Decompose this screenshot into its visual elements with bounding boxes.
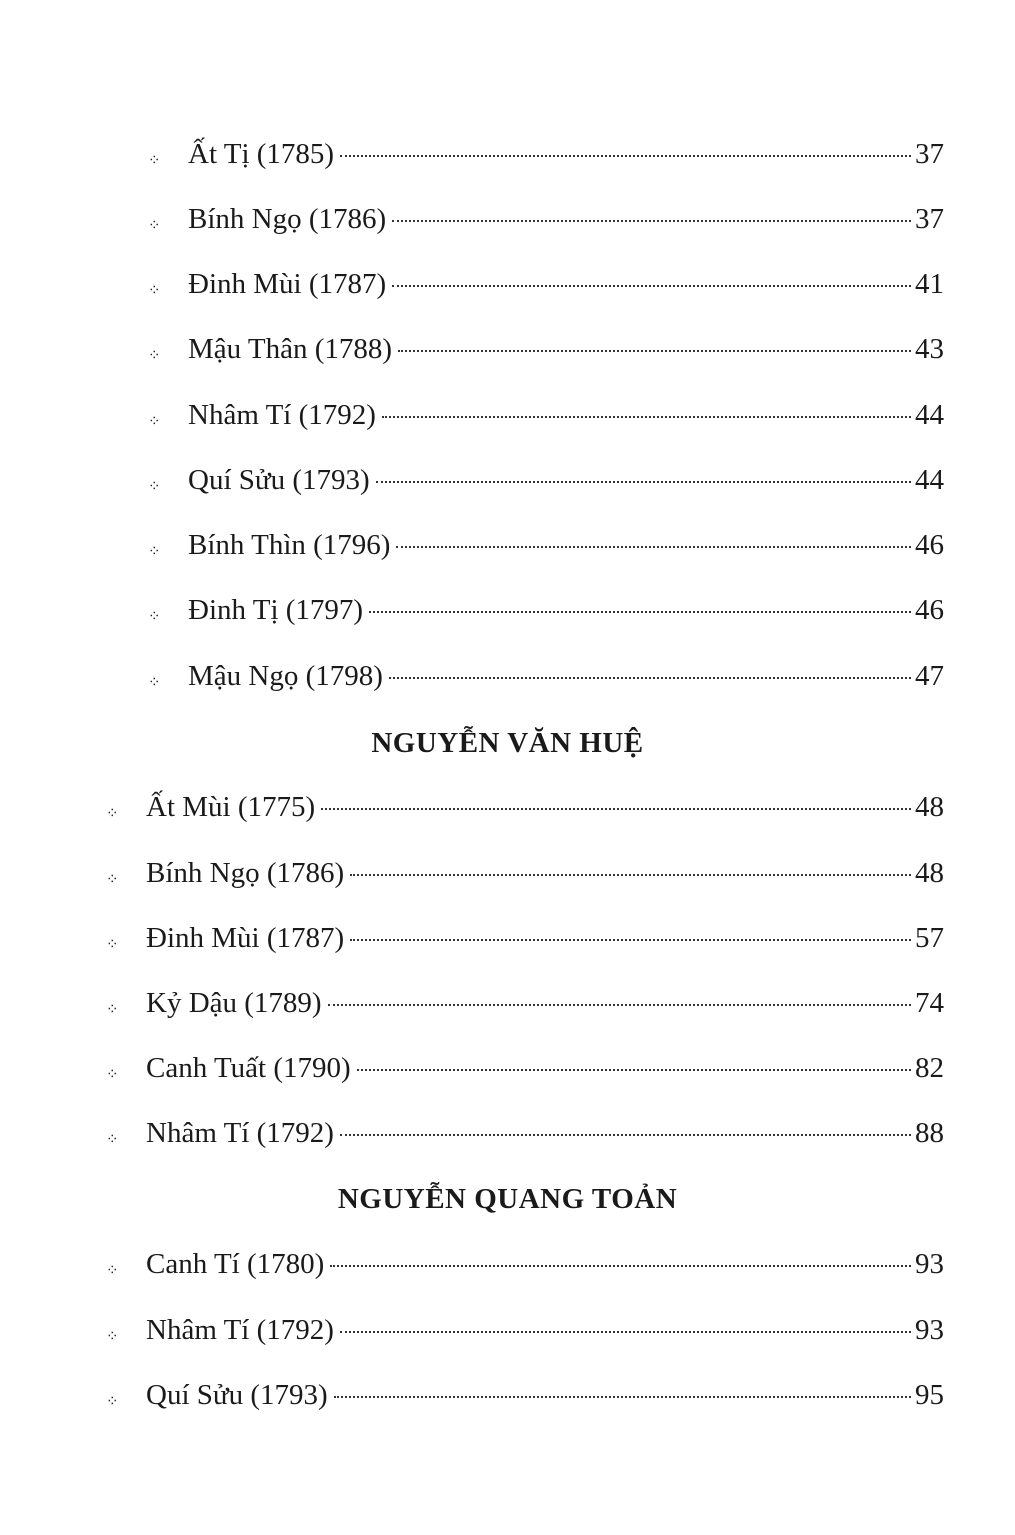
toc-entry-title: Canh Tí (1780) <box>146 1248 325 1280</box>
toc-entry-title: Đinh Mùi (1787) <box>188 268 387 300</box>
diamond-dots-icon: ⁘ <box>106 872 119 888</box>
diamond-dots-icon: ⁘ <box>148 153 161 169</box>
diamond-dots-icon: ⁘ <box>106 1132 119 1148</box>
dot-leader <box>328 1004 911 1006</box>
diamond-dots-icon: ⁘ <box>106 1394 119 1410</box>
toc-entry-title: Đinh Tị (1797) <box>188 594 364 626</box>
dot-leader <box>340 155 911 157</box>
toc-entry-page: 93 <box>915 1314 944 1346</box>
diamond-dots-icon: ⁘ <box>106 937 119 953</box>
dot-leader <box>334 1396 911 1398</box>
toc-entry-page: 48 <box>915 791 944 823</box>
diamond-dots-icon: ⁘ <box>148 479 161 495</box>
dot-leader <box>369 611 911 613</box>
toc-entry <box>106 1113 944 1153</box>
toc-entry <box>148 656 944 696</box>
toc-entry-page: 93 <box>915 1248 944 1280</box>
toc-entry <box>106 1048 944 1088</box>
diamond-dots-icon: ⁘ <box>148 675 161 691</box>
diamond-dots-icon: ⁘ <box>148 414 161 430</box>
toc-entry <box>106 1244 944 1284</box>
toc-entry-title: Bính Ngọ (1786) <box>146 857 345 889</box>
toc-entry-page: 44 <box>915 464 944 496</box>
toc-entry <box>148 460 944 500</box>
toc-entry-title: Nhâm Tí (1792) <box>146 1117 334 1149</box>
section-heading: NGUYỄN VĂN HUỆ <box>371 727 644 759</box>
dot-leader <box>340 1331 911 1333</box>
toc-entry-title: Canh Tuất (1790) <box>146 1052 351 1084</box>
dot-leader <box>392 220 911 222</box>
dot-leader <box>376 481 911 483</box>
toc-entry-page: 74 <box>915 987 944 1019</box>
diamond-dots-icon: ⁘ <box>148 609 161 625</box>
section-heading: NGUYỄN QUANG TOẢN <box>337 1183 678 1215</box>
diamond-dots-icon: ⁘ <box>106 1329 119 1345</box>
toc-entry <box>148 525 944 565</box>
diamond-dots-icon: ⁘ <box>106 1067 119 1083</box>
diamond-dots-icon: ⁘ <box>148 283 161 299</box>
diamond-dots-icon: ⁘ <box>148 348 161 364</box>
toc-entry <box>106 1375 944 1415</box>
toc-entry-page: 46 <box>915 529 944 561</box>
toc-entry-title: Nhâm Tí (1792) <box>188 399 376 431</box>
toc-entry <box>106 918 944 958</box>
toc-entry-title: Bính Ngọ (1786) <box>188 203 387 235</box>
toc-entry-title: Quí Sửu (1793) <box>188 464 370 496</box>
toc-entry-title: Quí Sửu (1793) <box>146 1379 328 1411</box>
diamond-dots-icon: ⁘ <box>106 1002 119 1018</box>
toc-entry-title: Bính Thìn (1796) <box>188 529 391 561</box>
toc-entry <box>106 787 944 827</box>
toc-entry <box>148 199 944 239</box>
toc-entry-page: 82 <box>915 1052 944 1084</box>
dot-leader <box>398 350 911 352</box>
toc-entry-page: 88 <box>915 1117 944 1149</box>
dot-leader <box>357 1069 911 1071</box>
toc-entry-page: 48 <box>915 857 944 889</box>
toc-entry <box>106 983 944 1023</box>
dot-leader <box>330 1265 911 1267</box>
dot-leader <box>350 874 911 876</box>
dot-leader <box>389 677 911 679</box>
toc-entry-page: 37 <box>915 138 944 170</box>
toc-entry <box>148 329 944 369</box>
toc-entry <box>148 590 944 630</box>
diamond-dots-icon: ⁘ <box>148 218 161 234</box>
toc-entry-page: 46 <box>915 594 944 626</box>
toc-entry-title: Kỷ Dậu (1789) <box>146 987 322 1019</box>
toc-entry-page: 95 <box>915 1379 944 1411</box>
dot-leader <box>350 939 911 941</box>
diamond-dots-icon: ⁘ <box>148 544 161 560</box>
toc-entry <box>106 1310 944 1350</box>
diamond-dots-icon: ⁘ <box>106 1263 119 1279</box>
dot-leader <box>396 546 911 548</box>
diamond-dots-icon: ⁘ <box>106 806 119 822</box>
toc-entry-title: Mậu Thân (1788) <box>188 333 393 365</box>
toc-entry-title: Đinh Mùi (1787) <box>146 922 345 954</box>
dot-leader <box>340 1134 911 1136</box>
toc-entry <box>148 264 944 304</box>
toc-entry-page: 57 <box>915 922 944 954</box>
toc-entry-title: Ất Tị (1785) <box>188 138 335 170</box>
toc-entry-page: 41 <box>915 268 944 300</box>
dot-leader <box>382 416 911 418</box>
toc-entry-page: 44 <box>915 399 944 431</box>
toc-entry <box>148 395 944 435</box>
toc-entry-page: 37 <box>915 203 944 235</box>
dot-leader <box>321 808 911 810</box>
toc-entry-title: Mậu Ngọ (1798) <box>188 660 383 692</box>
toc-entry <box>106 853 944 893</box>
toc-entry-page: 43 <box>915 333 944 365</box>
toc-entry-page: 47 <box>915 660 944 692</box>
toc-entry-title: Ất Mùi (1775) <box>146 791 316 823</box>
toc-entry-title: Nhâm Tí (1792) <box>146 1314 334 1346</box>
toc-entry <box>148 134 944 174</box>
dot-leader <box>392 285 911 287</box>
